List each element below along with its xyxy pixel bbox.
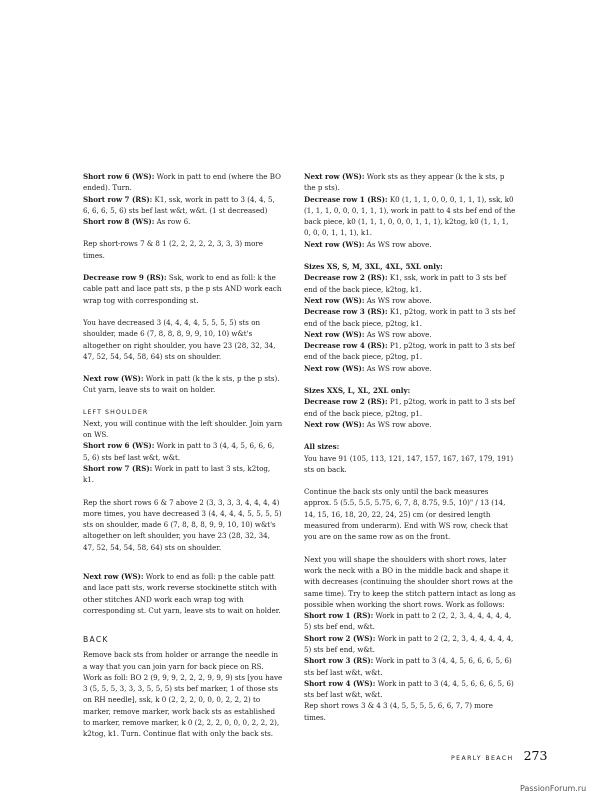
paragraph: Decrease row 9 (RS): Ssk, work to end as foll: k the cable patt and lace patt sts, p the p sts AND work each wrap tog with corresponding st. — [83, 273, 282, 305]
size-group-label: Sizes XXS, L, XL, 2XL only: — [304, 386, 411, 396]
paragraph: You have 91 (105, 113, 121, 147, 157, 167, 167, 179, 191) sts on back. — [304, 453, 514, 474]
paragraph: Remove back sts from holder or arrange the needle in a way that you can join yarn for back piece on RS. Work as foll: BO 2 (9, 9, 9, 2, 2, 2, 9, 9, 9) sts [you have 3 (5, 5, 5, 3, 3, 3, 5, 5, 5) sts bef marker, 1 of those sts on RH needle], ssk, k 0 (2, 2, 2, 0, 0, 0, 2, 2, 2) to marker, remove marker, work back sts as established to marker, remove marker, k 0 (2, 2, 2, 0, 0, 0, 2, 2, 2), k2tog, k1. Turn. Continue flat with only the back sts. — [83, 650, 283, 739]
page-footer — [451, 748, 547, 763]
instruction-line: Short row 7 (RS): K1, ssk, work in patt to 3 (4, 4, 5, 6, 6, 6, 5, 6) sts bef last w&t, w&t. (1 st decreased) — [83, 194, 275, 215]
paragraph: Continue the back sts only until the back measures approx. 5 (5.5, 5.5, 5.75, 6, 7, 8, 8.75, 9.5, 10)" / 13 (14, 14, 15, 16, 18, 20, 22, 24, 25) cm (or desired length measured from underarm). End with WS row, check that you are on the same row as on the front. — [304, 487, 509, 542]
instruction-block — [304, 610, 516, 723]
instruction-line: Next row (WS): As WS row above. — [304, 419, 432, 429]
paragraph: Next row (WS): Work in patt (k the k sts, p the p sts). Cut yarn, leave sts to wait on holder. — [83, 374, 280, 395]
instruction-line: Short row 6 (WS): Work in patt to end (where the BO ended). Turn. — [83, 172, 281, 193]
paragraph: Next, you will continue with the left shoulder. Join yarn on WS. — [83, 418, 283, 440]
instruction-block — [83, 440, 283, 485]
instruction-block — [83, 171, 283, 227]
instruction-line: Next row (WS): As WS row above. — [304, 363, 432, 373]
instruction-line: Decrease row 3 (RS): K1, p2tog, work in patt to 3 sts bef end of the back piece, p2tog, k1. — [304, 307, 516, 328]
instruction-line: Short row 6 (WS): Work in patt to 3 (4, 4, 5, 6, 6, 6, 5, 6) sts bef last w&t, w&t. — [83, 441, 275, 462]
paragraph: Next you will shape the shoulders with short rows, later work the neck with a BO in the middle back and shape it with decreases (continuing the shoulder short rows at the same time). Try to keep the stitch pattern intact as long as possible when working the short rows. Work as follows: — [304, 554, 516, 609]
section-heading-back: BACK — [83, 635, 109, 645]
instruction-line: Next row (WS): As WS row above. — [304, 329, 432, 339]
section-heading-left-shoulder: LEFT SHOULDER — [83, 408, 149, 416]
instruction-line: Next row (WS): As WS row above. — [304, 239, 432, 249]
right-column — [304, 171, 516, 734]
paragraph: Next row (WS): Work to end as foll: p the cable patt and lace patt sts, work reverse stockinette stitch with other stitches AND work each wrap tog with corresponding st. Cut yarn, leave sts to wait on holder. — [83, 572, 281, 615]
paragraph: You have decreased 3 (4, 4, 4, 4, 5, 5, 5, 5) sts on shoulder, made 6 (7, 8, 8, 8, 9, 9, 10, 10) w&t's altogether on right shoulder, you have 23 (28, 32, 34, 47, 52, 54, 54, 58, 64) sts on shoulder. — [83, 317, 276, 361]
instruction-block — [304, 441, 516, 475]
instruction-line: Short row 3 (RS): Work in patt to 3 (4, 4, 5, 6, 6, 6, 5, 6) sts bef last w&t, w&t. — [304, 656, 512, 677]
instruction-line: Short row 1 (RS): Work in patt to 2 (2, 2, 3, 4, 4, 4, 4, 4, 5) sts bef end, w&t. — [304, 611, 512, 632]
instruction-block — [304, 261, 516, 374]
paragraph: Next row (WS): Work sts as they appear (k the k sts, p the p sts). — [304, 172, 505, 193]
paragraph: Rep short-rows 7 & 8 1 (2, 2, 2, 2, 2, 3, 3, 3) more times. — [83, 239, 264, 260]
paragraph: Rep short rows 3 & 4 3 (4, 5, 5, 5, 5, 6, 6, 7, 7) more times. — [304, 701, 493, 722]
instruction-line: Short row 8 (WS): As row 6. — [83, 217, 191, 227]
instruction-block — [304, 194, 516, 250]
instruction-line: Decrease row 1 (RS): K0 (1, 1, 1, 0, 0, 0, 1, 1, 1), ssk, k0 (1, 1, 1, 0, 0, 0, 1, 1, 1), work in patt to 4 sts bef end of the back piece, k0 (1, 1, 1, 0, 0, 0, 1, 1, 1), k2tog, k0 (1, 1, 1, 0, 0, 0, 1, 1, 1), k1. — [304, 194, 516, 238]
instruction-line: Short row 7 (RS): Work in patt to last 3 sts, k2tog, k1. — [83, 463, 271, 485]
instruction-line: Decrease row 2 (RS): K1, ssk, work in patt to 3 sts bef end of the back piece, k2tog, k1. — [304, 273, 507, 294]
running-footer-title: PEARLY BEACH — [451, 755, 514, 762]
size-group-label: Sizes XS, S, M, 3XL, 4XL, 5XL only: — [304, 262, 443, 272]
instruction-block — [304, 385, 516, 430]
instruction-line: Decrease row 2 (RS): P1, p2tog, work in patt to 3 sts bef end of the back piece, p2tog, p1. — [304, 397, 515, 418]
left-column — [83, 171, 283, 751]
paragraph: Rep the short rows 6 & 7 above 2 (3, 3, 3, 3, 4, 4, 4, 4) more times, you have decreased 3 (4, 4, 4, 4, 5, 5, 5, 5) sts on shoulder, made 6 (7, 8, 8, 8, 9, 9, 10, 10) w&t's altogether on left shoulder, you have 23 (28, 32, 34, 47, 52, 54, 54, 58, 64) sts on shoulder. — [83, 497, 282, 552]
instruction-line: Decrease row 4 (RS): P1, p2tog, work in patt to 3 sts bef end of the back piece, p2tog, p1. — [304, 341, 515, 362]
page-number: 273 — [523, 748, 548, 763]
instruction-line: Next row (WS): As WS row above. — [304, 295, 432, 305]
watermark: PassionForum.ru — [520, 784, 587, 793]
instruction-line: Short row 2 (WS): Work in patt to 2 (2, 2, 3, 4, 4, 4, 4, 4, 5) sts bef end, w&t. — [304, 633, 514, 654]
instruction-line: Short row 4 (WS): Work in patt to 3 (4, 4, 5, 6, 6, 6, 5, 6) sts bef last w&t, w&t. — [304, 678, 514, 700]
size-group-label: All sizes: — [304, 442, 340, 452]
